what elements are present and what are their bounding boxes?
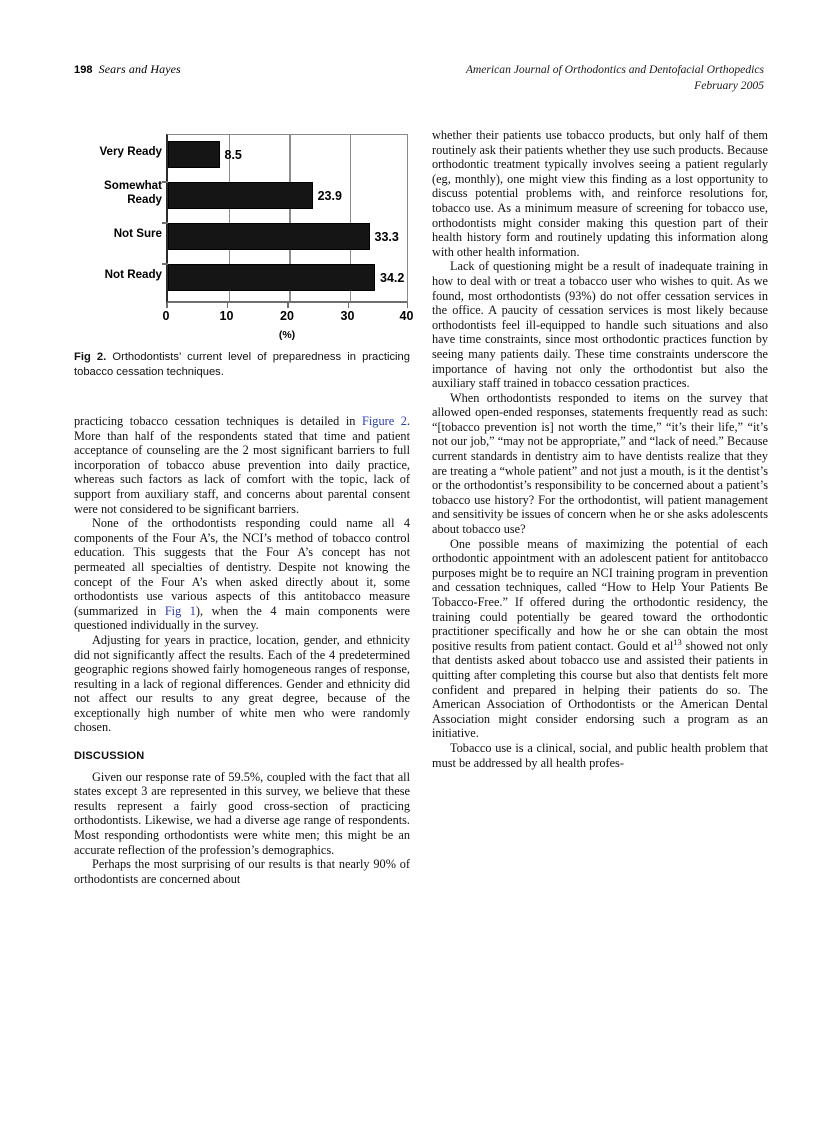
bar-somewhat-ready: [168, 182, 313, 209]
chart-plot-area: [166, 134, 408, 303]
figure-caption-label: Fig 2.: [74, 351, 107, 363]
bar-not-ready: [168, 264, 375, 291]
figure-caption-text: Orthodontists’ current level of preparedness in practicing tobacco cessation techniques.: [74, 351, 410, 378]
journal-title: American Journal of Orthodontics and Dentofacial Orthopedics: [465, 63, 764, 76]
section-heading-discussion: DISCUSSION: [74, 750, 145, 763]
running-head-right: [466, 62, 764, 94]
category-label-not-sure: Not Sure: [113, 227, 162, 240]
category-label-not-ready: Not Ready: [104, 268, 162, 281]
x-tick-label-30: 30: [340, 309, 355, 323]
paragraph: Perhaps the most surprising of our results is that nearly 90% of orthodontists are concerned about: [74, 857, 410, 886]
paragraph: whether their patients use tobacco products, but only half of them routinely ask their patients whether they use such products. Because orthodontic treatment typically involves seeing a patient regularly (eg, monthly), one might view this finding as a lost opportunity to discuss potential problems with, and reinforce resolutions for, tobacco use. As a minimum measure of screening for tobacco use, orthodontists might consider making this question part of their health history form and routinely updating this information along with other health information.: [432, 128, 768, 259]
x-axis: [162, 303, 414, 341]
paragraph: When orthodontists responded to items on the survey that allowed open-ended responses, statements frequently read as such: “[tobacco prevention is] not worth the time,” “it’s their life,” “it’s not our job,” “may not be appropriate,” and “lack of need.” Because current standards in dentistry aim to have dentists realize that they are treating a “whole patient” and not just a mouth, is it the dentist’s or the orthodontist’s responsibility to be concerned about a patient’s tobacco use history? For the orthodontist, will patient management and sensitivity be issues of concern when he or she asks adolescents about tobacco use?: [432, 390, 768, 537]
x-tick-0: [166, 303, 168, 308]
x-tick-label-20: 20: [280, 309, 294, 323]
paragraph-text: ), when the 4 main components were questioned individually in the survey.: [74, 603, 410, 633]
paragraph: Tobacco use is a clinical, social, and public health problem that must be addressed by all health profes-: [432, 740, 768, 770]
category-label-somewhat-ready: Somewhat Ready: [104, 179, 162, 206]
bar-row: [168, 223, 399, 250]
x-tick-label-10: 10: [219, 309, 234, 323]
bar-row: [168, 141, 242, 168]
bar-row: [168, 182, 342, 209]
bar-value-label: 34.2: [380, 270, 405, 285]
x-tick-label-40: 40: [399, 309, 414, 323]
bar-value-label: 8.5: [224, 147, 242, 162]
bar-row: [168, 264, 404, 291]
x-tick-40: [407, 303, 409, 308]
running-head: [74, 62, 764, 96]
bar-chart: [74, 128, 414, 341]
paragraph-text: . More than half of the respondents stated that time and patient acceptance of counseling are the 2 most significant barriers to full incorporation of tobacco abuse prevention into daily practice, whereas such factors as lack of comfort with the topic, lack of support from auxiliary staff, and concerns about parental consent were not considered to be significant barriers.: [74, 414, 410, 516]
paragraph-text: practicing tobacco cessation techniques is detailed in: [74, 414, 363, 428]
left-column: [74, 414, 410, 886]
figure-2-link[interactable]: Figure 2: [362, 414, 407, 428]
paragraph: [74, 414, 410, 516]
bar-very-ready: [168, 141, 220, 168]
paragraph: [74, 516, 410, 633]
issue-date: February 2005: [694, 79, 764, 92]
x-tick-label-0: 0: [162, 309, 170, 323]
paragraph: [432, 537, 768, 741]
right-column: [432, 128, 768, 770]
paragraph: Adjusting for years in practice, location, gender, and ethnicity did not significantly affect the results. Each of the 4 predetermined geographic regions showed fairly homogeneous ranges of response, resulting in a lack of regional differences. Gender and ethnicity did not affect our results to any great degree, because of the exceptionally high number of white men who were randomly chosen.: [74, 632, 410, 735]
paragraph-text: One possible means of maximizing the potential of each orthodontic appointment with an adolescent patient for antitobacco purposes might be to require an NCI training program in prevention and cessation techniques, called “How to Help Your Patients Be Tobacco-Free.” If offered during the orthodontic residency, the training could potentially be geared toward the orthodontic practitioner specifically and how he or she can obtain the most positive results from patient contact. Gould et al: [432, 536, 768, 653]
x-tick-30: [348, 303, 350, 308]
running-head-authors: Sears and Hayes: [98, 62, 181, 76]
paragraph-text: None of the orthodontists responding could name all 4 components of the Four A’s, the NCI’s method of tobacco control education. This suggests that the Four A’s concept has not permeated all specialties of dentistry. Despite not knowing the concept of the Four A’s when asked directly about it, some orthodontists use various aspects of this antitobacco measure (summarized in: [74, 516, 410, 618]
x-tick-10: [227, 303, 229, 308]
x-axis-title: (%): [278, 329, 296, 341]
bar-not-sure: [168, 223, 370, 250]
page-folio-number: 198: [74, 64, 93, 76]
figure-2: [74, 128, 414, 379]
citation-reference-13[interactable]: 13: [673, 636, 682, 647]
paragraph-text: showed not only that dentists asked about tobacco use and assisted their patients in quitting after completing this course but also that dentists felt more confident and prepared in helping their patients do so. The American Association of Orthodontists or the American Dental Association might consider endorsing such a program as an initiative.: [432, 638, 769, 741]
bar-value-label: 33.3: [374, 229, 399, 244]
running-head-left: [74, 62, 181, 77]
bar-value-label: 23.9: [317, 188, 342, 203]
figure-1-link[interactable]: Fig 1: [164, 603, 196, 618]
paragraph: Lack of questioning might be a result of inadequate training in how to deal with or treat a tobacco user who wishes to quit. As we found, most orthodontists (93%) do not offer cessation services in the office. A paucity of cessation services is most likely because orthodontists feel ill-equipped to handle such situations and also have time constraints, since most orthodontic practices function by seeing many patients daily. These time constraints underscore the importance of having not only the orthodontist but also the auxiliary staff trained in tobacco cessation practices.: [432, 259, 768, 391]
category-label-very-ready: Very Ready: [99, 145, 162, 158]
figure-caption: [74, 350, 410, 379]
x-tick-20: [287, 303, 289, 308]
paragraph: Given our response rate of 59.5%, coupled with the fact that all states except 3 are represented in this survey, we believe that these results represent a fairly good cross-section of practicing orthodontists. Likewise, we had a diverse age range of respondents. Most responding orthodontists were white men; this might be an accurate reflection of the profession’s demographics.: [74, 769, 410, 857]
